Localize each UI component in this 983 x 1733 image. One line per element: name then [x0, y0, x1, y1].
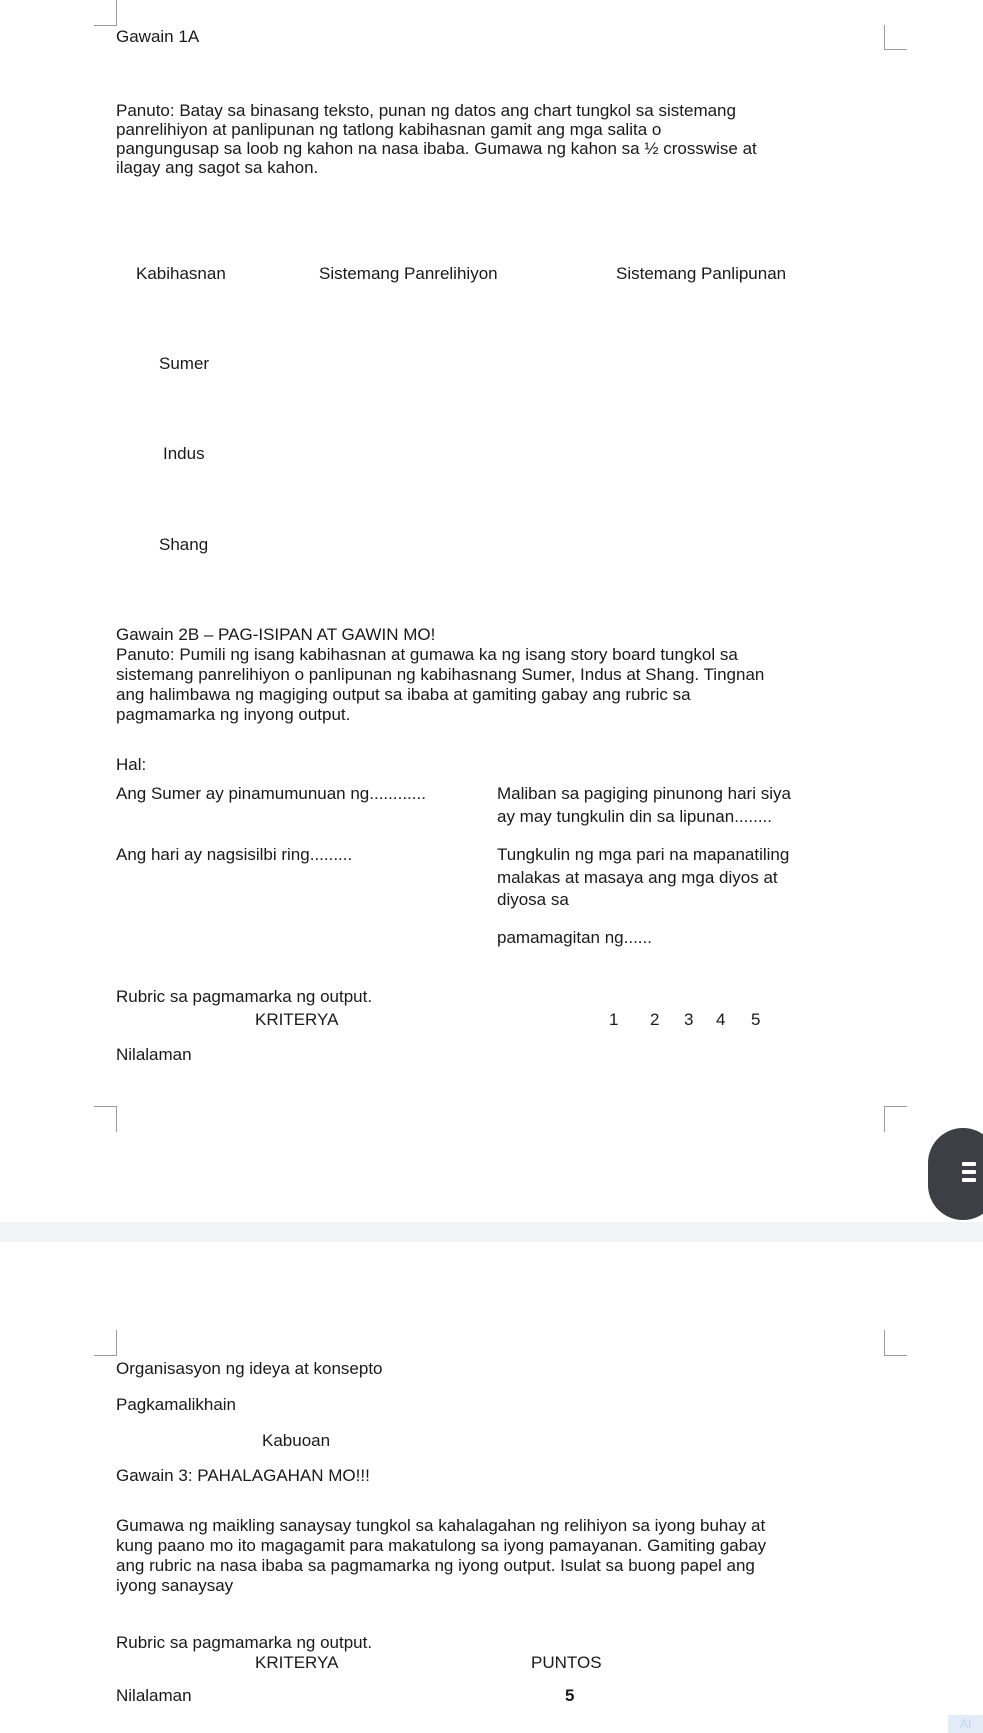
example-right: ay may tungkulin din sa lipunan........ [497, 807, 772, 826]
instruction-line: kung paano mo ito magagamit para makatulong sa iyong pamayanan. Gamiting gabay [116, 1536, 767, 1555]
chart-header-kabihasnan: Kabihasnan [136, 264, 226, 283]
menu-button[interactable] [928, 1128, 983, 1220]
gawain-3-title: Gawain 3: PAHALAGAHAN MO!!! [116, 1466, 370, 1485]
instruction-line: panrelihiyon at panlipunan ng tatlong kabihasnan gamit ang mga salita o [116, 120, 662, 139]
kriterya-header: KRITERYA [255, 1010, 339, 1029]
score-1: 1 [609, 1010, 619, 1029]
page-corner-mark [884, 1330, 907, 1356]
civilization-sumer: Sumer [159, 354, 210, 373]
score-5: 5 [751, 1010, 761, 1029]
instruction-line: ilagay ang sagot sa kahon. [116, 158, 319, 177]
page-gap [0, 1222, 983, 1242]
civilization-shang: Shang [159, 535, 209, 554]
page-corner-mark [884, 1106, 907, 1132]
instruction-line: ang halimbawa ng magiging output sa ibaba at gamiting gabay ang rubric sa [116, 685, 691, 704]
chart-header-panrelihiyon: Sistemang Panrelihiyon [319, 264, 498, 283]
page-corner-mark [94, 1330, 117, 1356]
instruction-line: iyong sanaysay [116, 1576, 234, 1595]
gawain-2b-title: Gawain 2B – PAG-ISIPAN AT GAWIN MO! [116, 625, 436, 644]
example-right: pamamagitan ng...... [497, 928, 652, 947]
example-right: diyosa sa [497, 890, 569, 909]
instruction-line: pagmamarka ng inyong output. [116, 705, 351, 724]
puntos-header: PUNTOS [531, 1653, 602, 1672]
example-left: Ang hari ay nagsisilbi ring......... [116, 845, 353, 864]
rubric-row-nilalaman: Nilalaman [116, 1686, 192, 1705]
rubric-title: Rubric sa pagmamarka ng output. [116, 1633, 373, 1652]
instruction-line: sistemang panrelihiyon o panlipunan ng kabihasnang Sumer, Indus at Shang. Tingnan [116, 665, 765, 684]
instruction-line: Panuto: Batay sa binasang teksto, punan ng datos ang chart tungkol sa sistemang [116, 101, 736, 120]
example-left: Ang Sumer ay pinamumunuan ng............ [116, 784, 426, 803]
rubric-row-pagkamalikhain: Pagkamalikhain [116, 1395, 237, 1414]
example-right: malakas at masaya ang mga diyos at [497, 868, 778, 887]
chart-header-panlipunan: Sistemang Panlipunan [616, 264, 787, 283]
page-corner-mark [94, 0, 117, 26]
instruction-line: ang rubric na nasa ibaba sa pagmamarka ng iyong output. Isulat sa buong papel ang [116, 1556, 755, 1575]
example-right: Tungkulin ng mga pari na mapanatiling [497, 845, 790, 864]
gawain-1a-title: Gawain 1A [116, 27, 200, 46]
instruction-line: pangungusap sa loob ng kahon na nasa ibaba. Gumawa ng kahon sa ½ crosswise at [116, 139, 757, 158]
nilalaman-points: 5 [565, 1686, 575, 1705]
kriterya-header: KRITERYA [255, 1653, 339, 1672]
ai-badge-button[interactable]: AI [948, 1715, 983, 1733]
page-corner-mark [884, 25, 907, 50]
score-3: 3 [684, 1010, 694, 1029]
example-right: Maliban sa pagiging pinunong hari siya [497, 784, 791, 803]
score-4: 4 [716, 1010, 726, 1029]
kabuoan-label: Kabuoan [262, 1431, 331, 1450]
instruction-line: Panuto: Pumili ng isang kabihasnan at gumawa ka ng isang story board tungkol sa [116, 645, 738, 664]
civilization-indus: Indus [163, 444, 205, 463]
hal-label: Hal: [116, 755, 147, 774]
rubric-row-organisasyon: Organisasyon ng ideya at konsepto [116, 1359, 383, 1378]
page-corner-mark [94, 1106, 117, 1132]
instruction-line: Gumawa ng maikling sanaysay tungkol sa kahalagahan ng relihiyon sa iyong buhay at [116, 1516, 766, 1535]
rubric-title: Rubric sa pagmamarka ng output. [116, 987, 373, 1006]
rubric-row-nilalaman: Nilalaman [116, 1045, 192, 1064]
score-2: 2 [650, 1010, 660, 1029]
